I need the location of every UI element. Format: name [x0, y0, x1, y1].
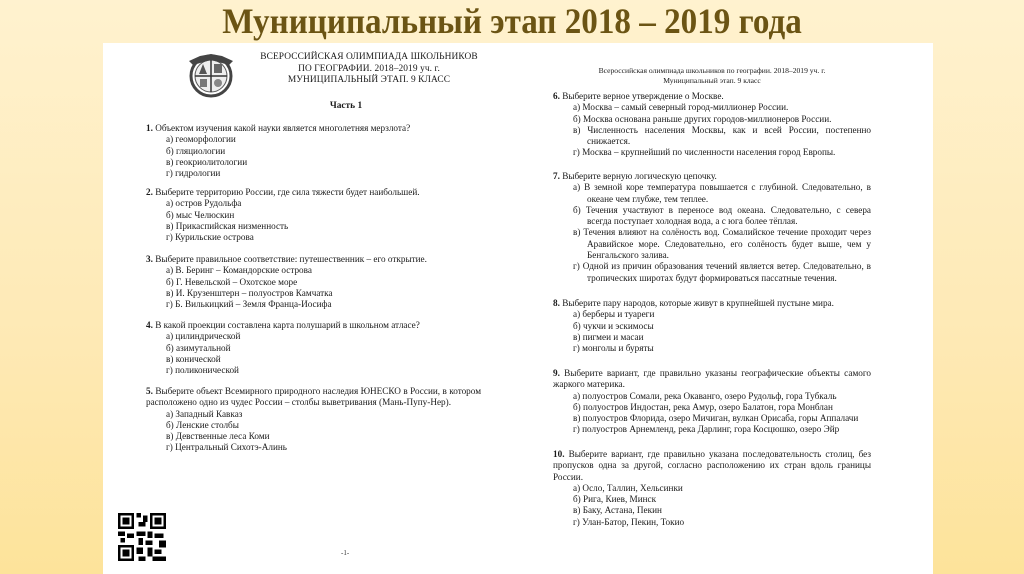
question-body: Выберите верное утверждение о Москве. [562, 91, 724, 101]
question-number: 3. [146, 254, 153, 264]
answer-option: а) В земной коре температура повышается с глубиной. Следовательно, в океане чем глубже, тем теплее. [573, 182, 871, 204]
question-6 [553, 91, 871, 159]
question-number: 1. [146, 123, 153, 133]
answer-option: а) остров Рудольфа [166, 198, 242, 209]
olympiad-emblem-icon [186, 49, 236, 99]
answer-option: б) Ленские столбы [166, 419, 239, 430]
question-body: Выберите пару народов, которые живут в крупнейшей пустыне мира. [562, 298, 834, 308]
question-text [553, 449, 871, 483]
answer-option: г) Москва – крупнейший по численности населения город Европы. [573, 147, 836, 158]
question-body: Выберите вариант, где правильно указана последовательность столиц, без пропусков одна за другой, согласно расположению их стран вдоль границы России. [553, 449, 872, 482]
olympiad-header [244, 52, 494, 87]
page-1 [146, 43, 481, 574]
question-body: Выберите верную логическую цепочку. [562, 171, 717, 181]
header-line: МУНИЦИПАЛЬНЫЙ ЭТАП. 9 КЛАСС [287, 75, 451, 85]
answer-option: б) Москва основана раньше других городов-миллионеров России. [573, 113, 832, 124]
question-text [553, 298, 871, 309]
answer-option: в) Девственные леса Коми [166, 431, 270, 442]
question-text [553, 171, 871, 182]
answer-option: а) Западный Кавказ [166, 408, 243, 419]
answer-option: а) берберы и туареги [573, 309, 655, 320]
running-header-line: Муниципальный этап. 9 класс [663, 76, 761, 85]
question-8 [553, 298, 871, 354]
question-text [553, 91, 871, 102]
answer-option: а) геоморфологии [166, 134, 236, 145]
answer-option: в) конической [166, 353, 221, 364]
question-number: 5. [146, 386, 153, 396]
answer-option: в) И. Крузенштерн – полуостров Камчатка [166, 287, 333, 298]
question-10 [553, 449, 871, 528]
question-body: В какой проекции составлена карта полушарий в школьном атласе? [155, 320, 420, 330]
part-title: Часть 1 [329, 101, 363, 111]
question-number: 9. [553, 368, 560, 378]
answer-option: б) гляциологии [166, 145, 226, 156]
question-1 [146, 123, 481, 179]
answer-option: г) полуостров Арнемленд, река Дарлинг, гора Косцюшко, озеро Эйр [573, 424, 840, 435]
answer-option: г) гидрологии [166, 168, 221, 179]
question-text [146, 386, 481, 409]
answer-option: в) геокриолитологии [166, 156, 248, 167]
question-body: Выберите объект Всемирного природного наследия ЮНЕСКО в России, в котором расположено одно из чудес России – столбы выветривания (Мань-Пупу-Нер). [146, 386, 482, 408]
answer-option: г) Центральный Сихотэ-Алинь [166, 442, 287, 453]
answer-option: б) Г. Невельской – Охотское море [166, 276, 298, 287]
answer-option: в) Численность населения Москвы, как и всей России, постепенно снижается. [573, 124, 871, 147]
answer-option: в) пигмеи и масаи [573, 331, 644, 342]
header-line: ПО ГЕОГРАФИИ. 2018–2019 уч. г. [298, 63, 440, 74]
question-body: Выберите вариант, где правильно указаны географические объекты самого жаркого материка. [553, 368, 871, 390]
answer-option: г) поликонической [166, 365, 239, 376]
answer-option: в) Прикаспийская низменность [166, 220, 289, 231]
document-sheet [103, 43, 933, 574]
page-2 [553, 43, 871, 574]
question-body: Выберите правильное соответствие: путешественник – его открытие. [155, 254, 427, 264]
answer-option: б) полуостров Индостан, река Амур, озеро Балатон, гора Монблан [573, 401, 833, 412]
answer-option: б) чукчи и эскимосы [573, 320, 654, 331]
answer-option: а) В. Беринг – Командорские острова [166, 265, 312, 276]
question-number: 8. [553, 298, 560, 308]
question-number: 6. [553, 91, 560, 101]
question-number: 10. [553, 449, 565, 459]
answer-option: г) Б. Вилькицкий – Земля Франца-Иосифа [166, 299, 332, 310]
question-text [146, 187, 481, 198]
page-number: -1- [341, 549, 350, 557]
answer-option: г) монголы и буряты [573, 343, 654, 354]
answer-option: а) полуостров Сомали, река Окаванго, озеро Рудольф, гора Тубкаль [573, 390, 837, 401]
header-line: ВСЕРОССИЙСКАЯ ОЛИМПИАДА ШКОЛЬНИКОВ [260, 52, 478, 62]
answer-option: в) Баку, Астана, Пекин [573, 505, 662, 516]
question-3 [146, 254, 481, 310]
question-body: Объектом изучения какой науки является многолетняя мерзлота? [155, 123, 411, 133]
answer-option: г) Улан-Батор, Пекин, Токио [573, 516, 685, 527]
question-text [146, 254, 481, 265]
running-header-line: Всероссийская олимпиада школьников по географии. 2018–2019 уч. г. [598, 66, 826, 75]
answer-option: а) цилиндрической [166, 331, 241, 342]
question-number: 7. [553, 171, 560, 181]
answer-option: б) азимутальной [166, 342, 231, 353]
answer-option: г) Одной из причин образования течений является ветер. Следовательно, в тропических широтах будут формироваться пассатные течения. [573, 261, 871, 283]
question-2 [146, 187, 481, 243]
answer-option: а) Осло, Таллин, Хельсинки [573, 482, 683, 493]
question-body: Выберите территорию России, где сила тяжести будет наибольшей. [155, 187, 420, 197]
question-7 [553, 171, 871, 284]
answer-option: б) Течения участвуют в переносе вод океана. Следовательно, с севера всегда поступает холодная вода, а с юга более тёплая. [573, 204, 871, 227]
question-number: 4. [146, 320, 153, 330]
question-text [146, 320, 481, 331]
question-5 [146, 386, 481, 454]
question-9 [553, 368, 871, 436]
qr-code-icon [118, 513, 166, 561]
slide-title: Муниципальный этап 2018 – 2019 года [222, 1, 802, 41]
answer-option: в) Течения влияют на солёность вод. Сомалийское течение проходит через Аравийское море. Следовательно, его солёность будет выше, чем у Бенгальского залива. [573, 227, 871, 261]
question-text [553, 368, 871, 391]
answer-option: а) Москва – самый северный город-миллионер России. [573, 102, 789, 113]
question-text [146, 123, 481, 134]
answer-option: б) мыс Челюскин [166, 209, 235, 220]
question-4 [146, 320, 481, 376]
answer-option: в) полуостров Флорида, озеро Мичиган, вулкан Орисаба, горы Аппалачи [573, 413, 859, 424]
question-number: 2. [146, 187, 153, 197]
answer-option: б) Рига, Киев, Минск [573, 494, 657, 505]
running-header [553, 66, 871, 86]
answer-option: г) Курильские острова [166, 232, 254, 243]
